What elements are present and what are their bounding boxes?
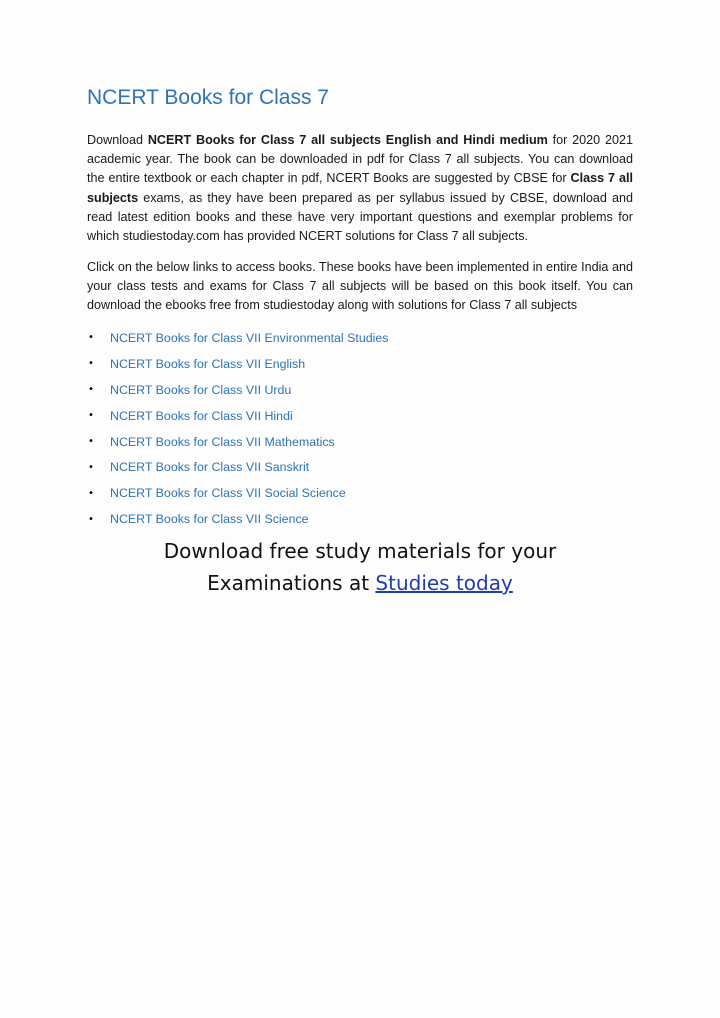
intro-bold-1: NCERT Books for Class 7 all subjects English and Hindi medium xyxy=(147,133,548,147)
bullet-icon: • xyxy=(88,358,94,370)
link-urdu[interactable]: NCERT Books for Class VII Urdu xyxy=(110,382,292,397)
bullet-icon: • xyxy=(88,410,94,422)
footer-line-2-text: Examinations at xyxy=(207,571,376,595)
bullet-icon: • xyxy=(88,461,94,473)
page-title: NCERT Books for Class 7 xyxy=(87,86,329,109)
link-sanskrit[interactable]: NCERT Books for Class VII Sanskrit xyxy=(110,460,310,475)
intro-paragraph xyxy=(87,131,633,246)
bullet-icon: • xyxy=(88,487,94,499)
link-science[interactable]: NCERT Books for Class VII Science xyxy=(110,512,309,527)
list-item xyxy=(87,429,388,455)
studies-today-link[interactable]: Studies today xyxy=(375,571,513,595)
list-item xyxy=(87,325,388,351)
link-mathematics[interactable]: NCERT Books for Class VII Mathematics xyxy=(110,434,335,449)
intro-text-1: Download xyxy=(87,133,148,147)
bullet-icon: • xyxy=(88,384,94,396)
list-item xyxy=(87,377,388,403)
instructions-paragraph: Click on the below links to access books. These books have been implemented in entire India and your class tests and exams for Class 7 all subjects will be based on this book itself. You can download the ebooks free from studiestoday along with solutions for Class 7 all subjects xyxy=(87,260,633,313)
link-social-science[interactable]: NCERT Books for Class VII Social Science xyxy=(110,486,346,501)
footer-line-2 xyxy=(0,567,720,599)
intro-bold-2: Class 7 all subjects xyxy=(87,171,633,205)
list-item xyxy=(87,506,388,532)
bullet-icon: • xyxy=(88,436,94,447)
intro-text-2: for 2020 2021 academic year. The book can be downloaded in pdf for Class 7 all subjects. You can download the entire textbook or each chapter in pdf, NCERT Books are suggested by CBSE for xyxy=(87,133,633,186)
bullet-icon: • xyxy=(88,332,94,344)
footer-line-1: Download free study materials for your xyxy=(163,539,557,563)
list-item xyxy=(87,480,388,506)
list-item xyxy=(87,454,388,480)
link-hindi[interactable]: NCERT Books for Class VII Hindi xyxy=(110,408,293,423)
link-english[interactable]: NCERT Books for Class VII English xyxy=(110,356,306,371)
link-environmental-studies[interactable]: NCERT Books for Class VII Environmental Studies xyxy=(110,330,389,345)
book-link-list xyxy=(87,325,388,532)
list-item xyxy=(87,351,388,377)
intro-text-3: exams, as they have been prepared as per syllabus issued by CBSE, download and read latest edition books and these have very important questions and exemplar problems for which studiestoday.com has provided NCERT solutions for Class 7 all subjects. xyxy=(87,190,633,244)
footer-banner xyxy=(0,535,720,599)
bullet-icon: • xyxy=(88,513,94,525)
list-item xyxy=(87,403,388,429)
